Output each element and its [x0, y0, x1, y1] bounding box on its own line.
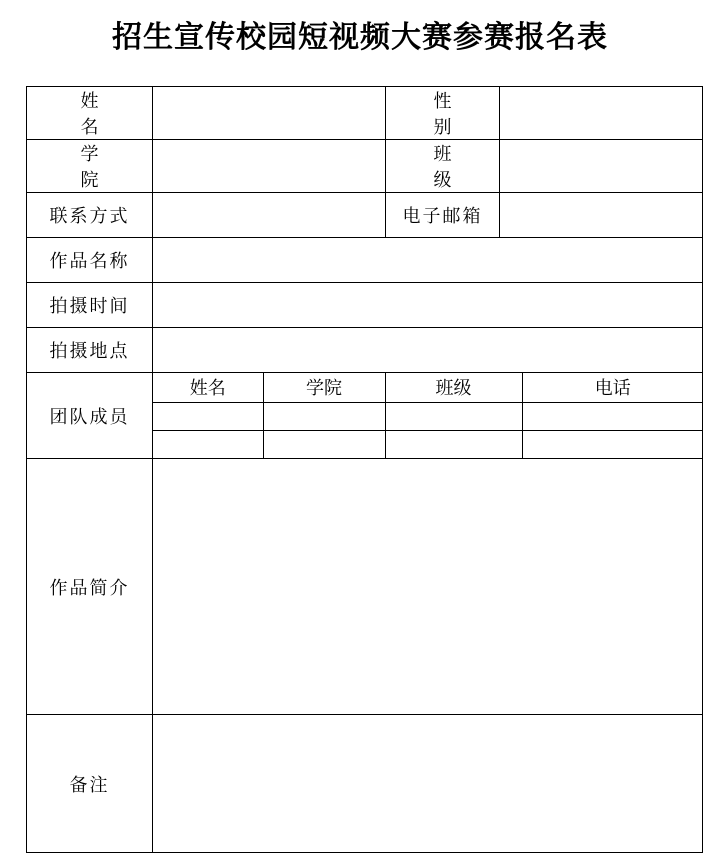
team-row: [153, 430, 703, 458]
team-member-1-phone-field[interactable]: [522, 402, 703, 430]
shoot-time-field[interactable]: [153, 283, 703, 328]
college-field[interactable]: [153, 140, 386, 193]
team-member-2-college-field[interactable]: [263, 430, 385, 458]
row-work-name: [27, 238, 703, 283]
work-name-label: 作品名称: [27, 238, 153, 283]
team-header-phone: 电话: [522, 373, 703, 402]
row-remarks: [27, 715, 703, 853]
class-label: 班 级: [386, 140, 500, 193]
contact-field[interactable]: [153, 193, 386, 238]
page-title: 招生宣传校园短视频大赛参赛报名表: [112, 20, 608, 55]
name-label: 姓 名: [27, 87, 153, 140]
intro-field[interactable]: [153, 459, 703, 715]
team-header-college: 学院: [263, 373, 385, 402]
row-team-members: [27, 373, 703, 459]
team-header-name: 姓名: [153, 373, 263, 402]
team-member-1-college-field[interactable]: [263, 402, 385, 430]
intro-label: 作品简介: [27, 459, 153, 715]
shoot-place-field[interactable]: [153, 328, 703, 373]
contact-label: 联系方式: [27, 193, 153, 238]
team-member-2-name-field[interactable]: [153, 430, 263, 458]
team-members-cell: [153, 373, 703, 459]
team-header-row: [153, 373, 703, 402]
row-name-gender: [27, 87, 703, 140]
email-field[interactable]: [500, 193, 703, 238]
gender-label: 性 别: [386, 87, 500, 140]
registration-form-table: [26, 86, 703, 853]
email-label: 电子邮箱: [386, 193, 500, 238]
team-member-1-class-field[interactable]: [385, 402, 522, 430]
team-member-1-name-field[interactable]: [153, 402, 263, 430]
row-shoot-place: [27, 328, 703, 373]
team-label: 团队成员: [27, 373, 153, 459]
team-row: [153, 402, 703, 430]
shoot-place-label: 拍摄地点: [27, 328, 153, 373]
row-college-class: [27, 140, 703, 193]
row-work-intro: [27, 459, 703, 715]
gender-field[interactable]: [500, 87, 703, 140]
team-member-2-phone-field[interactable]: [522, 430, 703, 458]
college-label: 学 院: [27, 140, 153, 193]
row-shoot-time: [27, 283, 703, 328]
class-field[interactable]: [500, 140, 703, 193]
work-name-field[interactable]: [153, 238, 703, 283]
row-contact-email: [27, 193, 703, 238]
remarks-field[interactable]: [153, 715, 703, 853]
team-member-2-class-field[interactable]: [385, 430, 522, 458]
shoot-time-label: 拍摄时间: [27, 283, 153, 328]
name-field[interactable]: [153, 87, 386, 140]
remarks-label: 备注: [27, 715, 153, 853]
team-header-class: 班级: [385, 373, 522, 402]
team-members-table: [153, 373, 703, 458]
